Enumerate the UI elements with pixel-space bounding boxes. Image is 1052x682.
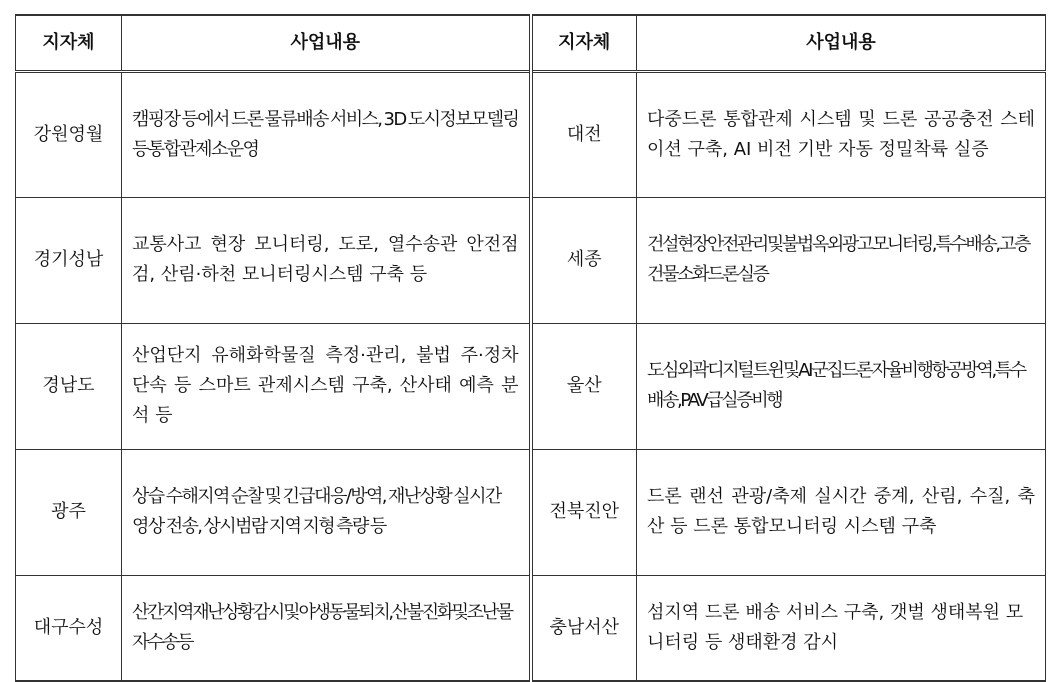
header-right-region: 지자체 [531, 15, 637, 71]
left-content-cell: 산간지역 재난 상황 감시 및 야생동물퇴치,산불진화및조난물자수송등 [122, 575, 531, 681]
left-content-cell: 상습 수해지역 순찰 및 긴급대응/방역, 재난상황 실시간 영상 전송, 상시범람 지역 지형 측량 등 [122, 449, 531, 575]
right-region-cell: 충남서산 [531, 575, 637, 681]
right-region-cell: 전북진안 [531, 449, 637, 575]
left-content-cell: 교통사고 현장 모니터링, 도로, 열수송관 안전점검, 산림·하천 모니터링시스템 구축 등 [122, 197, 531, 323]
right-content-cell: 건설현장안전관리및불법옥외광고모니터링, 특수배송, 고층건물 소화드론 실증 [637, 197, 1046, 323]
left-region-cell: 경남도 [16, 323, 122, 449]
right-content-cell: 다중드론 통합관제 시스템 및 드론 공공충전 스테이션 구축, AI 비전 기반 자동 정밀착륙 실증 [637, 71, 1046, 197]
right-content-cell: 도심외곽 디지털 트윈 및 AI 군집드론 자율비행항공방역,특수배송,PAV급실증비행 [637, 323, 1046, 449]
left-region-cell: 광주 [16, 449, 122, 575]
right-content-cell: 드론 랜선 관광/축제 실시간 중계, 산림, 수질, 축산 등 드론 통합모니터링 시스템 구축 [637, 449, 1046, 575]
header-right-content: 사업내용 [637, 15, 1046, 71]
right-region-cell: 대전 [531, 71, 637, 197]
left-region-cell: 강원영월 [16, 71, 122, 197]
table-row [16, 323, 1046, 449]
left-content-cell: 산업단지 유해화학물질 측정·관리, 불법 주·정차 단속 등 스마트 관제시스템 구축, 산사태 예측 분석 등 [122, 323, 531, 449]
left-content-cell: 캠핑장 등에서 드론 물류배송 서비스, 3D 도시정보모델링등통합관제소운영 [122, 71, 531, 197]
right-region-cell: 울산 [531, 323, 637, 449]
right-region-cell: 세종 [531, 197, 637, 323]
table-row [16, 449, 1046, 575]
table-row [16, 197, 1046, 323]
drone-program-table [15, 14, 1046, 682]
left-region-cell: 경기성남 [16, 197, 122, 323]
table-header-row [16, 15, 1046, 71]
table-row [16, 71, 1046, 197]
right-content-cell: 섬지역 드론 배송 서비스 구축, 갯벌 생태복원 모니터링 등 생태환경 감시 [637, 575, 1046, 681]
header-left-region: 지자체 [16, 15, 122, 71]
left-region-cell: 대구수성 [16, 575, 122, 681]
header-left-content: 사업내용 [122, 15, 531, 71]
table-row [16, 575, 1046, 681]
